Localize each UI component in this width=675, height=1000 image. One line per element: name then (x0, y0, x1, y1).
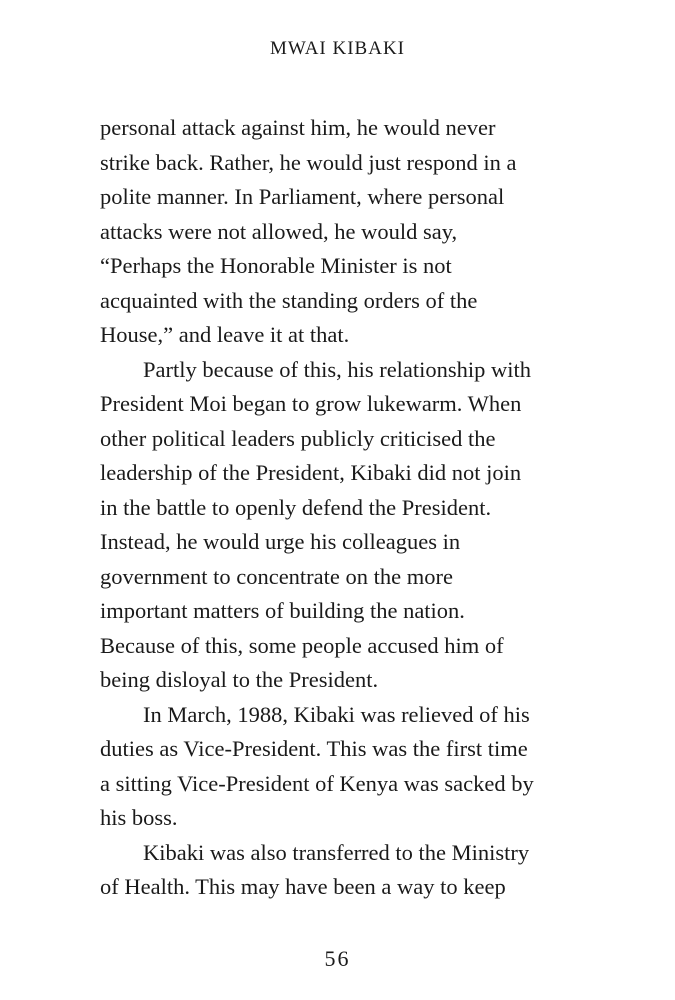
text-line: other political leaders publicly criticised the (100, 425, 496, 451)
text-line: leadership of the President, Kibaki did not join (100, 460, 522, 485)
text-line: government to concentrate on the more (100, 563, 453, 589)
text-line: of Health. This may have been a way to keep (100, 874, 506, 899)
text-line: House,” and leave it at that. (100, 322, 350, 347)
text-line: personal attack against him, he would never (100, 115, 496, 140)
text-line: a sitting Vice-President of Kenya was sacked by (100, 770, 534, 796)
text-line: being disloyal to the President. (100, 667, 379, 692)
text-line: Instead, he would urge his colleagues in (100, 529, 461, 554)
paragraph-first-line: Kibaki was also transferred to the Ministry (143, 839, 530, 865)
page-number: 56 (324, 946, 351, 971)
text-line: attacks were not allowed, he would say, (100, 218, 458, 244)
text-line: President Moi began to grow lukewarm. When (100, 391, 522, 416)
paragraph-first-line: In March, 1988, Kibaki was relieved of his (143, 701, 530, 727)
text-line: Because of this, some people accused him of (100, 632, 504, 658)
text-line: his boss. (100, 805, 178, 830)
text-line: “Perhaps the Honorable Minister is not (100, 253, 452, 278)
body-text (100, 111, 600, 905)
text-line: important matters of building the nation. (100, 598, 465, 623)
text-line: polite manner. In Parliament, where personal (100, 184, 505, 209)
running-head: MWAI KIBAKI (269, 38, 405, 59)
text-line: acquainted with the standing orders of the (100, 287, 478, 313)
paragraph-first-line: Partly because of this, his relationship with (143, 356, 532, 382)
text-line: in the battle to openly defend the President. (100, 494, 492, 520)
text-line: strike back. Rather, he would just respond in a (100, 149, 517, 175)
text-line: duties as Vice-President. This was the first time (100, 736, 528, 761)
